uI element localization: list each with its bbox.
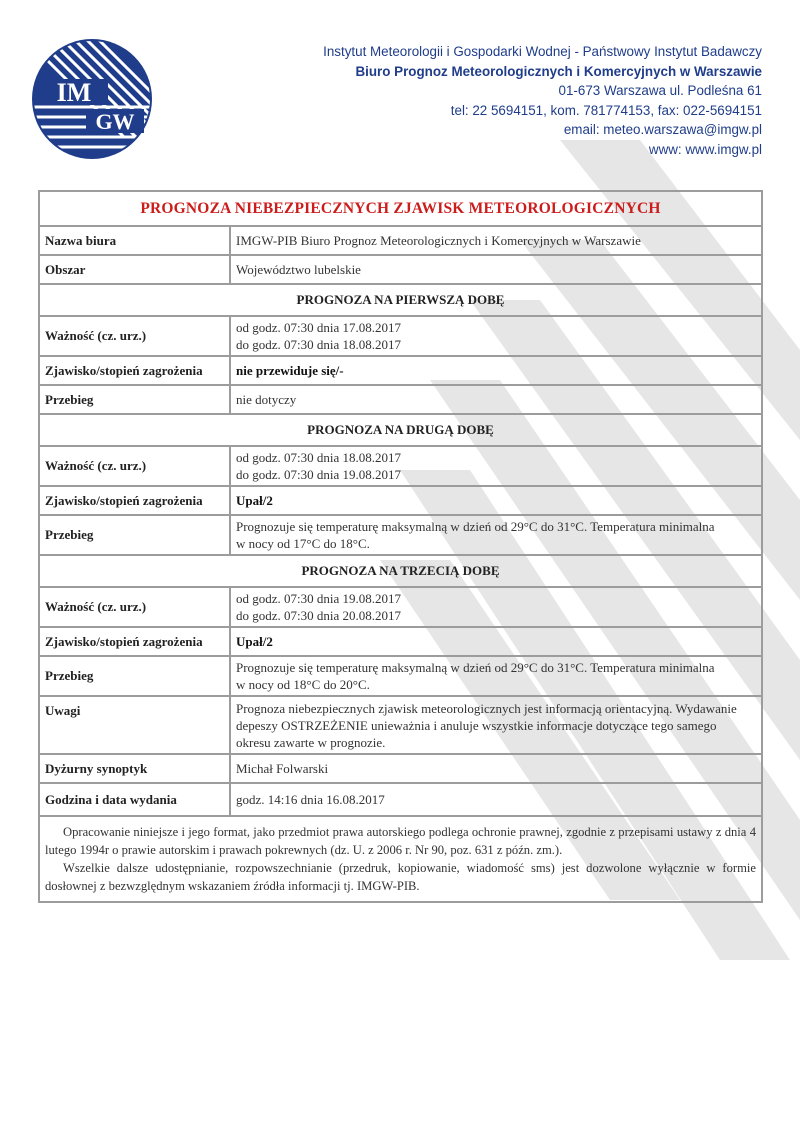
day3-course-row [40, 657, 761, 697]
organization-info [323, 42, 762, 159]
day2-course-label: Przebieg [40, 516, 231, 554]
day2-phenomenon-value: Upał/2 [236, 493, 273, 508]
day3-course-line2: w nocy od 18°C do 20°C. [236, 677, 370, 692]
day2-validity-value [231, 447, 761, 485]
day3-validity-to: do godz. 07:30 dnia 20.08.2017 [236, 608, 402, 623]
day1-course-value: nie dotyczy [236, 392, 297, 407]
org-website[interactable]: www: www.imgw.pl [648, 141, 762, 157]
day3-heading-row [40, 556, 761, 588]
issued-value: godz. 14:16 dnia 16.08.2017 [236, 792, 385, 807]
area-label: Obszar [40, 256, 231, 283]
day3-validity-value [231, 588, 761, 626]
org-email[interactable]: email: meteo.warszawa@imgw.pl [563, 122, 762, 137]
day3-course-label: Przebieg [40, 657, 231, 695]
day1-validity-from: od godz. 07:30 dnia 17.08.2017 [236, 320, 402, 335]
org-name: Instytut Meteorologii i Gospodarki Wodnej - Państwowy Instytut Badawczy [323, 44, 762, 59]
day2-course-line2: w nocy od 17°C do 18°C. [236, 536, 370, 551]
area-value: Województwo lubelskie [236, 262, 361, 277]
day2-phenomenon-label: Zjawisko/stopień zagrożenia [40, 487, 231, 514]
day1-course-label: Przebieg [40, 386, 231, 413]
forecast-table [38, 190, 763, 903]
forecaster-label: Dyżurny synoptyk [40, 755, 231, 782]
day1-heading: PROGNOZA NA PIERWSZĄ DOBĘ [296, 292, 505, 307]
day1-phenomenon-label: Zjawisko/stopień zagrożenia [40, 357, 231, 384]
notes-value [231, 697, 761, 753]
day1-phenomenon-row [40, 357, 761, 386]
day2-validity-label: Ważność (cz. urz.) [40, 447, 231, 485]
issued-row [40, 784, 761, 817]
day1-validity-row [40, 317, 761, 357]
imgw-logo [30, 37, 154, 161]
office-name: Biuro Prognoz Meteorologicznych i Komercyjnych w Warszawie [355, 63, 762, 79]
letterhead [0, 0, 800, 180]
day3-course-value [231, 657, 761, 695]
notes-line2: depeszy OSTRZEŻENIE unieważnia i anuluje wszystkie informacje dotyczące tego samego [236, 717, 717, 733]
org-address: 01-673 Warszawa ul. Podleśna 61 [558, 83, 762, 98]
copyright-notice [40, 817, 761, 901]
day3-validity-row [40, 588, 761, 628]
forecaster-row [40, 755, 761, 784]
day1-validity-label: Ważność (cz. urz.) [40, 317, 231, 355]
day2-validity-row [40, 447, 761, 487]
office-label: Nazwa biura [40, 227, 231, 254]
office-row [40, 227, 761, 256]
day2-course-row [40, 516, 761, 556]
day3-validity-from: od godz. 07:30 dnia 19.08.2017 [236, 591, 402, 606]
notes-row [40, 697, 761, 755]
svg-text:GW: GW [95, 109, 135, 134]
day3-heading: PROGNOZA NA TRZECIĄ DOBĘ [301, 563, 500, 578]
day2-validity-from: od godz. 07:30 dnia 18.08.2017 [236, 450, 402, 465]
day3-course-line1: Prognozuje się temperaturę maksymalną w dzień od 29°C do 31°C. Temperatura minimalna [236, 660, 715, 675]
copyright-paragraph-1: Opracowanie niniejsze i jego format, jako przedmiot prawa autorskiego podlega ochronie prawnej, zgodnie z przepisami ustawy z dnia 4 lutego 1994r o prawie autorskim i prawach pokrewnych (dz. U. z 2006 r. Nr 90, poz. 631 z późn. zm.). [45, 825, 756, 857]
day1-phenomenon-value: nie przewiduje się/- [236, 363, 344, 378]
forecaster-value: Michał Folwarski [236, 761, 329, 776]
title-row [40, 192, 761, 227]
day2-heading-row [40, 415, 761, 447]
day2-course-value [231, 516, 761, 554]
notes-label: Uwagi [40, 697, 231, 753]
svg-text:IM: IM [56, 78, 92, 107]
day3-phenomenon-row [40, 628, 761, 657]
issued-label: Godzina i data wydania [40, 784, 231, 815]
day1-course-row [40, 386, 761, 415]
notes-line3: okresu zawarte w prognozie. [236, 734, 386, 750]
day2-heading: PROGNOZA NA DRUGĄ DOBĘ [307, 422, 494, 437]
notes-line1: Prognoza niebezpiecznych zjawisk meteorologicznych jest informacją orientacyjną. Wydawanie [236, 700, 737, 716]
copyright-paragraph-2: Wszelkie dalsze udostępnianie, rozpowszechnianie (przedruk, kopiowanie, wiadomość sms) jest dozwolone wyłącznie w formie dosłownej z bezwzględnym wskazaniem źródła informacji tj. IMGW-PIB. [45, 861, 756, 893]
day1-validity-value [231, 317, 761, 355]
day3-validity-label: Ważność (cz. urz.) [40, 588, 231, 626]
day3-phenomenon-value: Upał/2 [236, 634, 273, 649]
org-phone: tel: 22 5694151, kom. 781774153, fax: 022-5694151 [450, 102, 762, 118]
day1-validity-to: do godz. 07:30 dnia 18.08.2017 [236, 337, 402, 352]
day2-phenomenon-row [40, 487, 761, 516]
day3-phenomenon-label: Zjawisko/stopień zagrożenia [40, 628, 231, 655]
office-value: IMGW-PIB Biuro Prognoz Meteorologicznych i Komercyjnych w Warszawie [236, 233, 641, 248]
day2-course-line1: Prognozuje się temperaturę maksymalną w dzień od 29°C do 31°C. Temperatura minimalna [236, 519, 715, 534]
day1-heading-row [40, 285, 761, 317]
document-title: PROGNOZA NIEBEZPIECZNYCH ZJAWISK METEOROLOGICZNYCH [140, 200, 661, 217]
area-row [40, 256, 761, 285]
day2-validity-to: do godz. 07:30 dnia 19.08.2017 [236, 467, 402, 482]
footer-row [40, 817, 761, 901]
